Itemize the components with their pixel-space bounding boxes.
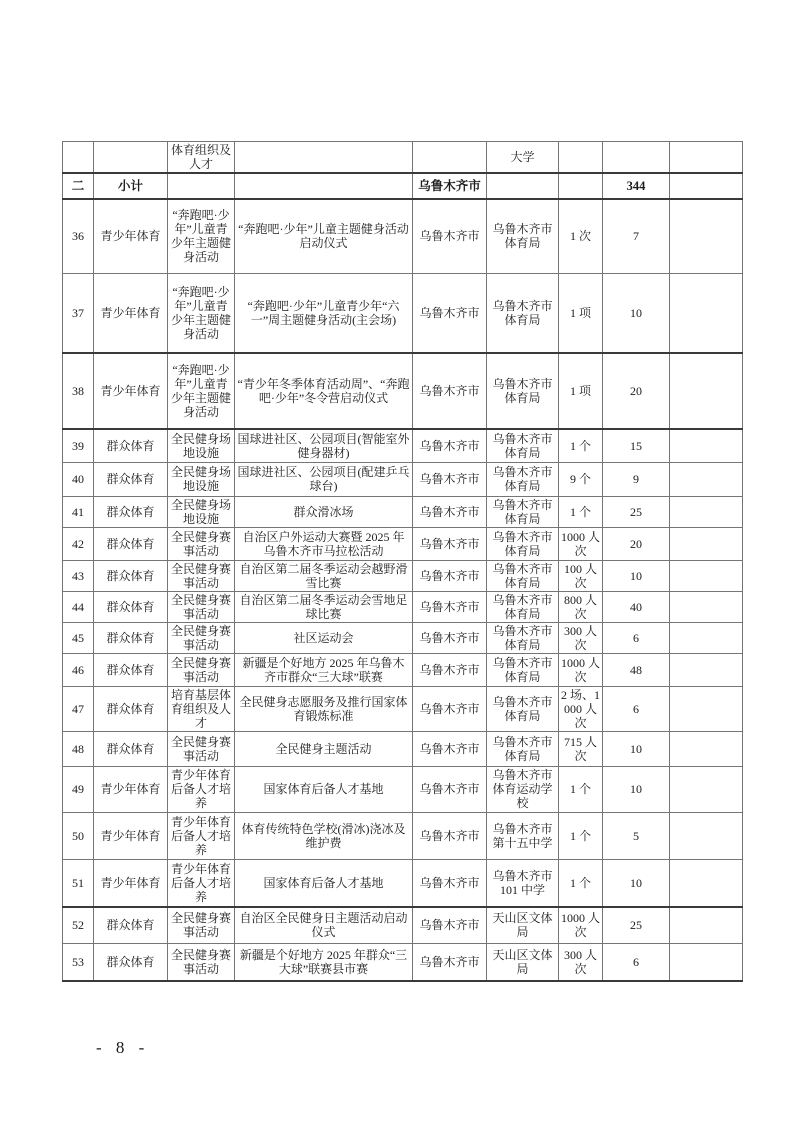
cell-subcategory: 全民健身赛事活动 [168, 591, 235, 622]
cell-quantity: 1 个 [559, 812, 603, 859]
cell-region: 乌鲁木齐市 [413, 591, 487, 622]
cell-project: 体育传统特色学校(滑冰)浇冰及维护费 [235, 812, 413, 859]
cell-note [670, 907, 743, 943]
cell-category: 群众体育 [94, 907, 168, 943]
cell-unit: 乌鲁木齐市体育局 [487, 199, 559, 273]
cell-subcategory: 青少年体育后备人才培养 [168, 812, 235, 859]
cell-quantity: 100 人次 [559, 560, 603, 591]
cell-project: 新疆是个好地方 2025 年群众“三大球”联赛县市赛 [235, 943, 413, 981]
cell-seq: 48 [63, 731, 94, 766]
cell-region: 乌鲁木齐市 [413, 943, 487, 981]
subtotal-row [63, 173, 743, 199]
table-row [63, 527, 743, 560]
cell-region: 乌鲁木齐市 [413, 907, 487, 943]
table-body [63, 142, 743, 982]
cell-seq: 44 [63, 591, 94, 622]
page-number: - 8 - [96, 1038, 150, 1057]
cell-subcategory: 全民健身赛事活动 [168, 622, 235, 653]
cell-seq: 43 [63, 560, 94, 591]
cell-note [670, 142, 743, 174]
cell-quantity: 1 个 [559, 496, 603, 527]
cell-seq: 49 [63, 766, 94, 812]
cell-unit: 乌鲁木齐市体育局 [487, 527, 559, 560]
cell-unit: 乌鲁木齐市体育局 [487, 273, 559, 353]
cell-amount: 6 [603, 686, 670, 731]
cell-note [670, 496, 743, 527]
cell-project: 社区运动会 [235, 622, 413, 653]
cell-seq: 51 [63, 859, 94, 907]
cell-quantity: 1000 人次 [559, 653, 603, 686]
cell-subcategory: 全民健身赛事活动 [168, 731, 235, 766]
cell-unit: 乌鲁木齐市体育局 [487, 686, 559, 731]
cell-seq: 52 [63, 907, 94, 943]
cell-note [670, 859, 743, 907]
cell-subcategory: 全民健身赛事活动 [168, 943, 235, 981]
cell-amount: 10 [603, 859, 670, 907]
cell-region: 乌鲁木齐市 [413, 496, 487, 527]
cell-project: 全民健身主题活动 [235, 731, 413, 766]
cell-category: 群众体育 [94, 429, 168, 462]
cell-category: 群众体育 [94, 943, 168, 981]
cell-note [670, 766, 743, 812]
cell-unit: 乌鲁木齐市体育局 [487, 496, 559, 527]
cell-subcategory: 全民健身赛事活动 [168, 527, 235, 560]
cell-region: 乌鲁木齐市 [413, 429, 487, 462]
cell-seq: 53 [63, 943, 94, 981]
cell-project: 全民健身志愿服务及推行国家体育锻炼标准 [235, 686, 413, 731]
cell-seq: 46 [63, 653, 94, 686]
cell-seq: 41 [63, 496, 94, 527]
cell-category: 群众体育 [94, 731, 168, 766]
cell-subcategory: 体育组织及人才 [168, 142, 235, 174]
cell-project: 国家体育后备人才基地 [235, 859, 413, 907]
cell-category: 群众体育 [94, 527, 168, 560]
cell-seq: 38 [63, 353, 94, 429]
cell-amount: 25 [603, 907, 670, 943]
cell-quantity: 1 个 [559, 766, 603, 812]
cell-note [670, 686, 743, 731]
cell-region: 乌鲁木齐市 [413, 731, 487, 766]
cell-region: 乌鲁木齐市 [413, 273, 487, 353]
cell-unit [487, 173, 559, 199]
cell-region: 乌鲁木齐市 [413, 353, 487, 429]
cell-note [670, 353, 743, 429]
table-row [63, 199, 743, 273]
cell-amount: 5 [603, 812, 670, 859]
cell-project: 自治区户外运动大赛暨 2025 年乌鲁木齐市马拉松活动 [235, 527, 413, 560]
cell-unit: 天山区文体局 [487, 943, 559, 981]
cell-subcategory: 全民健身赛事活动 [168, 907, 235, 943]
cell-unit: 天山区文体局 [487, 907, 559, 943]
cell-quantity [559, 173, 603, 199]
cell-unit: 乌鲁木齐市第十五中学 [487, 812, 559, 859]
cell-quantity: 300 人次 [559, 622, 603, 653]
cell-unit: 乌鲁木齐市体育局 [487, 462, 559, 496]
cell-amount: 20 [603, 353, 670, 429]
cell-quantity: 1 个 [559, 429, 603, 462]
cell-subcategory: 培育基层体育组织及人才 [168, 686, 235, 731]
cell-category: 群众体育 [94, 560, 168, 591]
cell-region: 乌鲁木齐市 [413, 527, 487, 560]
cell-seq: 36 [63, 199, 94, 273]
cell-note [670, 943, 743, 981]
cell-project: “奔跑吧·少年”儿童青少年“六一”周主题健身活动(主会场) [235, 273, 413, 353]
cell-amount: 20 [603, 527, 670, 560]
cell-note [670, 429, 743, 462]
cell-unit: 乌鲁木齐市体育局 [487, 429, 559, 462]
cell-category: 青少年体育 [94, 766, 168, 812]
cell-subcategory: 全民健身场地设施 [168, 462, 235, 496]
cell-amount: 6 [603, 622, 670, 653]
cell-project: 自治区第二届冬季运动会越野滑雪比赛 [235, 560, 413, 591]
cell-region: 乌鲁木齐市 [413, 653, 487, 686]
table-row [63, 943, 743, 981]
table-row [63, 812, 743, 859]
table-row [63, 560, 743, 591]
cell-amount: 9 [603, 462, 670, 496]
cell-quantity: 2 场、1000 人次 [559, 686, 603, 731]
cell-subcategory: 全民健身场地设施 [168, 429, 235, 462]
cell-subcategory: 全民健身赛事活动 [168, 560, 235, 591]
cell-region: 乌鲁木齐市 [413, 812, 487, 859]
cell-category: 青少年体育 [94, 812, 168, 859]
cell-note [670, 199, 743, 273]
cell-amount: 15 [603, 429, 670, 462]
cell-project: 国家体育后备人才基地 [235, 766, 413, 812]
cell-amount [603, 142, 670, 174]
cell-project: 国球进社区、公园项目(智能室外健身器材) [235, 429, 413, 462]
cell-unit: 乌鲁木齐市 101 中学 [487, 859, 559, 907]
cell-amount: 6 [603, 943, 670, 981]
cell-subcategory: 青少年体育后备人才培养 [168, 766, 235, 812]
cell-category: 小计 [94, 173, 168, 199]
cell-note [670, 591, 743, 622]
cell-seq: 47 [63, 686, 94, 731]
cell-quantity: 800 人次 [559, 591, 603, 622]
cell-note [670, 560, 743, 591]
cell-quantity: 1 次 [559, 199, 603, 273]
cell-quantity: 300 人次 [559, 943, 603, 981]
cell-quantity: 1000 人次 [559, 527, 603, 560]
cell-amount: 10 [603, 731, 670, 766]
cell-quantity: 1 项 [559, 273, 603, 353]
cell-subcategory: 全民健身赛事活动 [168, 653, 235, 686]
table-row [63, 766, 743, 812]
cell-region: 乌鲁木齐市 [413, 462, 487, 496]
cell-unit: 大学 [487, 142, 559, 174]
cell-category: 群众体育 [94, 591, 168, 622]
cell-project: 自治区第二届冬季运动会雪地足球比赛 [235, 591, 413, 622]
cell-note [670, 527, 743, 560]
cell-unit: 乌鲁木齐市体育局 [487, 591, 559, 622]
table-row [63, 273, 743, 353]
table-row [63, 353, 743, 429]
cell-amount: 40 [603, 591, 670, 622]
cell-region: 乌鲁木齐市 [413, 766, 487, 812]
table-row [63, 462, 743, 496]
sports-projects-table [62, 141, 743, 982]
cell-amount: 48 [603, 653, 670, 686]
cell-category: 群众体育 [94, 462, 168, 496]
table-row [63, 653, 743, 686]
cell-region: 乌鲁木齐市 [413, 173, 487, 199]
cell-seq: 50 [63, 812, 94, 859]
table-row [63, 686, 743, 731]
cell-project: 自治区全民健身日主题活动启动仪式 [235, 907, 413, 943]
cell-seq: 39 [63, 429, 94, 462]
cell-category: 青少年体育 [94, 199, 168, 273]
cell-unit: 乌鲁木齐市体育局 [487, 731, 559, 766]
cell-seq [63, 142, 94, 174]
cell-project [235, 173, 413, 199]
cell-seq: 40 [63, 462, 94, 496]
cell-unit: 乌鲁木齐市体育局 [487, 622, 559, 653]
cell-category: 青少年体育 [94, 273, 168, 353]
cell-unit: 乌鲁木齐市体育运动学校 [487, 766, 559, 812]
cell-note [670, 273, 743, 353]
cell-project: 群众滑冰场 [235, 496, 413, 527]
cell-subcategory [168, 173, 235, 199]
cell-quantity [559, 142, 603, 174]
table-row [63, 859, 743, 907]
cell-region: 乌鲁木齐市 [413, 199, 487, 273]
cell-seq: 37 [63, 273, 94, 353]
cell-subcategory: “奔跑吧·少年”儿童青少年主题健身活动 [168, 353, 235, 429]
cell-subcategory: 全民健身场地设施 [168, 496, 235, 527]
cell-quantity: 1000 人次 [559, 907, 603, 943]
table-row [63, 731, 743, 766]
table-row [63, 622, 743, 653]
cell-amount: 7 [603, 199, 670, 273]
table-row [63, 496, 743, 527]
cell-quantity: 1 项 [559, 353, 603, 429]
cell-amount: 344 [603, 173, 670, 199]
cell-category: 青少年体育 [94, 859, 168, 907]
cell-project: “奔跑吧·少年”儿童主题健身活动启动仪式 [235, 199, 413, 273]
cell-region [413, 142, 487, 174]
cell-unit: 乌鲁木齐市体育局 [487, 560, 559, 591]
cell-category: 群众体育 [94, 653, 168, 686]
cell-note [670, 653, 743, 686]
cell-project [235, 142, 413, 174]
table-row [63, 907, 743, 943]
cell-subcategory: 青少年体育后备人才培养 [168, 859, 235, 907]
cell-category: 青少年体育 [94, 353, 168, 429]
carryover-row [63, 142, 743, 174]
cell-region: 乌鲁木齐市 [413, 686, 487, 731]
cell-amount: 25 [603, 496, 670, 527]
cell-note [670, 622, 743, 653]
cell-project: “青少年冬季体育活动周”、“奔跑吧·少年”冬令营启动仪式 [235, 353, 413, 429]
cell-note [670, 812, 743, 859]
cell-category: 群众体育 [94, 686, 168, 731]
cell-seq: 二 [63, 173, 94, 199]
cell-seq: 42 [63, 527, 94, 560]
cell-amount: 10 [603, 766, 670, 812]
cell-seq: 45 [63, 622, 94, 653]
cell-note [670, 731, 743, 766]
cell-region: 乌鲁木齐市 [413, 622, 487, 653]
cell-amount: 10 [603, 560, 670, 591]
table-row [63, 429, 743, 462]
cell-unit: 乌鲁木齐市体育局 [487, 353, 559, 429]
cell-note [670, 462, 743, 496]
cell-quantity: 9 个 [559, 462, 603, 496]
cell-quantity: 715 人次 [559, 731, 603, 766]
table-row [63, 591, 743, 622]
cell-subcategory: “奔跑吧·少年”儿童青少年主题健身活动 [168, 199, 235, 273]
cell-region: 乌鲁木齐市 [413, 560, 487, 591]
cell-category: 群众体育 [94, 496, 168, 527]
cell-region: 乌鲁木齐市 [413, 859, 487, 907]
cell-unit: 乌鲁木齐市体育局 [487, 653, 559, 686]
cell-project: 国球进社区、公园项目(配建乒乓球台) [235, 462, 413, 496]
cell-category [94, 142, 168, 174]
cell-subcategory: “奔跑吧·少年”儿童青少年主题健身活动 [168, 273, 235, 353]
cell-category: 群众体育 [94, 622, 168, 653]
cell-quantity: 1 个 [559, 859, 603, 907]
cell-note [670, 173, 743, 199]
cell-project: 新疆是个好地方 2025 年乌鲁木齐市群众“三大球”联赛 [235, 653, 413, 686]
cell-amount: 10 [603, 273, 670, 353]
